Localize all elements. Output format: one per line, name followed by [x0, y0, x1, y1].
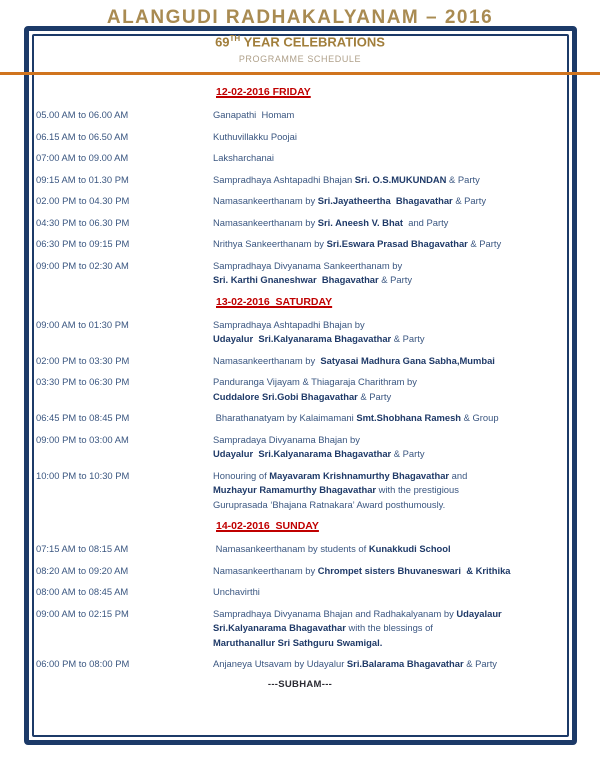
event-description: [213, 173, 582, 188]
time-range: 06:45 PM to 08:45 PM: [36, 412, 130, 424]
event-description: [213, 657, 582, 672]
event-description-line: Namasankeerthanam by Sri. Aneesh V. Bhat and Party: [213, 216, 449, 228]
date-heading-row: [36, 295, 582, 310]
event-description-line: Sri.Kalyanarama Bhagavathar with the blessings of: [213, 622, 433, 634]
date-heading-label: 13-02-2016 SATURDAY: [216, 295, 333, 308]
event-description-line: Udayalur Sri.Kalyanarama Bhagavathar & Party: [213, 448, 425, 460]
schedule-row: [36, 130, 582, 145]
event-description-line: Ganapathi Homam: [213, 109, 295, 121]
event-description: [213, 194, 582, 209]
event-description: [213, 585, 582, 600]
celebration-text: YEAR CELEBRATIONS: [240, 34, 385, 50]
event-description: [213, 318, 582, 347]
schedule-row: [36, 375, 582, 404]
time-range: 02:00 PM to 03:30 PM: [36, 354, 130, 366]
time-range: 09:00 AM to 02:15 PM: [36, 607, 129, 619]
event-description-line: Bharathanatyam by Kalaimamani Smt.Shobhana Ramesh & Group: [213, 412, 499, 424]
time-range: 04:30 PM to 06.30 PM: [36, 216, 130, 228]
schedule-row: [36, 411, 582, 426]
event-description-line: Muzhayur Ramamurthy Bhagavathar with the prestigious: [213, 484, 459, 496]
schedule-row: [36, 542, 582, 557]
schedule-row: [36, 657, 582, 672]
event-description-line: Laksharchanai: [213, 152, 274, 164]
event-description: [213, 354, 582, 369]
celebration-subtitle: [0, 31, 600, 50]
event-description: [213, 151, 582, 166]
date-heading-row: [36, 85, 582, 100]
time-range: 08:20 AM to 09:20 AM: [36, 564, 129, 576]
time-range: 06:00 PM to 08:00 PM: [36, 658, 130, 670]
schedule-row: [36, 318, 582, 347]
event-description: [213, 237, 582, 252]
schedule-row: [36, 173, 582, 188]
event-description: [213, 607, 582, 651]
schedule-row: [36, 237, 582, 252]
time-range: 06.15 AM to 06.50 AM: [36, 130, 129, 142]
event-description-line: Namasankeerthanam by Satyasai Madhura Gana Sabha,Mumbai: [213, 354, 495, 366]
event-description-line: Namasankeerthanam by Sri.Jayatheertha Bhagavathar & Party: [213, 195, 487, 207]
event-description-line: Namasankeerthanam by students of Kunakkudi School: [213, 543, 451, 555]
event-description-line: Sampradaya Divyanama Bhajan by: [213, 433, 360, 445]
subham-footer: ---SUBHAM---: [267, 678, 333, 690]
schedule-row: [36, 108, 582, 123]
celebration-number: 69: [215, 34, 230, 50]
event-description-line: Sampradhaya Ashtapadhi Bhajan Sri. O.S.MUKUNDAN & Party: [213, 173, 480, 185]
event-description-line: Udayalur Sri.Kalyanarama Bhagavathar & Party: [213, 333, 425, 345]
date-heading-label: 14-02-2016 SUNDAY: [216, 520, 319, 533]
date-heading-label: 12-02-2016 FRIDAY: [216, 86, 311, 99]
event-description-line: Anjaneya Utsavam by Udayalur Sri.Balarama Bhagavathar & Party: [213, 658, 497, 670]
time-range: 09:00 AM to 01:30 PM: [36, 318, 129, 330]
event-description-line: Unchavirthi: [213, 586, 260, 598]
event-description: [213, 542, 582, 557]
date-heading: [213, 295, 582, 310]
event-description: [213, 108, 582, 123]
schedule-row: [36, 564, 582, 579]
schedule-row: [36, 585, 582, 600]
event-description: [213, 130, 582, 145]
event-description: [213, 259, 582, 288]
event-description: [213, 433, 582, 462]
event-description-line: Namasankeerthanam by Chrompet sisters Bhuvaneswari & Krithika: [213, 564, 511, 576]
time-range: 09:15 AM to 01.30 PM: [36, 173, 129, 185]
event-description-line: Kuthuvillakku Poojai: [213, 130, 297, 142]
orange-divider: [0, 72, 600, 75]
time-range: 07:15 AM to 08:15 AM: [36, 543, 129, 555]
schedule-row: [36, 151, 582, 166]
time-range: 09:00 PM to 02:30 AM: [36, 259, 129, 271]
event-description-line: Sri. Karthi Gnaneshwar Bhagavathar & Party: [213, 274, 413, 286]
celebration-ordinal: TH: [229, 34, 241, 43]
event-description-line: Panduranga Vijayam & Thiagaraja Charithram by: [213, 376, 417, 388]
event-description-line: Sampradhaya Divyanama Bhajan and Radhakalyanam by Udayalaur: [213, 607, 502, 619]
date-heading-row: [36, 519, 582, 534]
document-header: [0, 7, 600, 65]
time-range: 09:00 PM to 03:00 AM: [36, 433, 129, 445]
schedule-row: [36, 216, 582, 231]
time-range: 07:00 AM to 09.00 AM: [36, 152, 129, 164]
date-heading: [213, 519, 582, 534]
time-range: 03:30 PM to 06:30 PM: [36, 376, 130, 388]
schedule-row: [36, 469, 582, 513]
event-description: [213, 216, 582, 231]
schedule-row: [36, 194, 582, 209]
programme-schedule-label: PROGRAMME SCHEDULE: [238, 54, 362, 65]
page-title: ALANGUDI RADHAKALYANAM – 2016: [106, 7, 494, 28]
date-heading: [213, 85, 582, 100]
event-description-line: Sampradhaya Ashtapadhi Bhajan by: [213, 318, 365, 330]
schedule-row: [36, 259, 582, 288]
event-description-line: Maruthanallur Sri Sathguru Swamigal.: [213, 636, 383, 648]
time-range: 06:30 PM to 09:15 PM: [36, 238, 130, 250]
time-range: 02.00 PM to 04.30 PM: [36, 195, 130, 207]
schedule-row: [36, 607, 582, 651]
time-range: 08:00 AM to 08:45 AM: [36, 586, 129, 598]
schedule: [0, 85, 600, 672]
schedule-row: [36, 354, 582, 369]
schedule-row: [36, 433, 582, 462]
time-range: 10:00 PM to 10:30 PM: [36, 469, 130, 481]
event-description: [213, 375, 582, 404]
event-description-line: Cuddalore Sri.Gobi Bhagavathar & Party: [213, 390, 392, 402]
event-description: [213, 411, 582, 426]
event-description: [213, 564, 582, 579]
event-description-line: Guruprasada ‘Bhajana Ratnakara’ Award posthumously.: [213, 498, 446, 510]
event-description-line: Sampradhaya Divyanama Sankeerthanam by: [213, 259, 403, 271]
event-description-line: Honouring of Mayavaram Krishnamurthy Bhagavathar and: [213, 469, 468, 481]
event-description-line: Nrithya Sankeerthanam by Sri.Eswara Prasad Bhagavathar & Party: [213, 238, 502, 250]
time-range: 05.00 AM to 06.00 AM: [36, 109, 129, 121]
event-description: [213, 469, 582, 513]
